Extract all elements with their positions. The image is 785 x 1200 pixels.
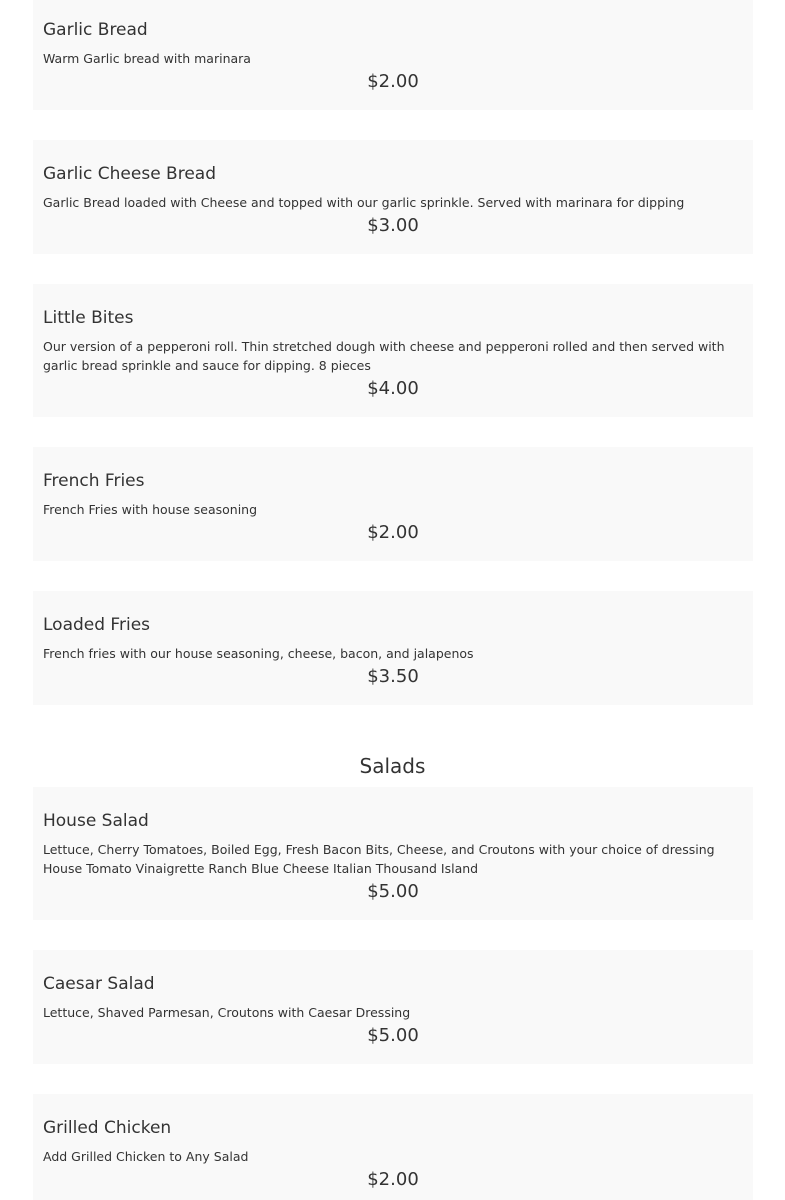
menu-item-card[interactable] (33, 1094, 753, 1200)
menu-item-description: Our version of a pepperoni roll. Thin stretched dough with cheese and pepperoni rolled and then served with garlic bread sprinkle and sauce for dipping. 8 pieces (43, 339, 725, 373)
menu-item-description: Lettuce, Cherry Tomatoes, Boiled Egg, Fresh Bacon Bits, Cheese, and Croutons with your choice of dressing House Tomato Vinaigrette Ranch Blue Cheese Italian Thousand Island (43, 842, 715, 876)
menu-item-price: $4.00 (367, 378, 419, 399)
menu-item-price: $2.00 (367, 522, 419, 543)
menu-item-card[interactable] (33, 140, 753, 254)
menu-item-price: $2.00 (367, 1169, 419, 1190)
menu-item-description: French Fries with house seasoning (43, 502, 258, 517)
menu-item-price: $5.00 (367, 881, 419, 902)
menu-item-price: $2.00 (367, 71, 419, 92)
section-heading-salads: Salads (359, 754, 426, 778)
menu-item-price: $3.00 (367, 215, 419, 236)
menu-item-name: Caesar Salad (43, 974, 155, 994)
menu-item-name: Garlic Bread (43, 20, 148, 40)
menu-item-description: Lettuce, Shaved Parmesan, Croutons with Caesar Dressing (43, 1005, 411, 1020)
menu-item-name: Little Bites (43, 308, 134, 328)
menu-item-name: Loaded Fries (43, 615, 151, 635)
menu-item-price: $3.50 (367, 666, 419, 687)
menu-item-name: French Fries (43, 471, 145, 491)
menu-item-description: Warm Garlic bread with marinara (43, 51, 251, 66)
menu-item-card[interactable] (33, 591, 753, 705)
menu-item-description: French fries with our house seasoning, cheese, bacon, and jalapenos (43, 646, 474, 661)
menu-item-name: Grilled Chicken (43, 1118, 172, 1138)
menu-item-name: House Salad (43, 811, 149, 831)
menu-item-card[interactable] (33, 0, 753, 110)
menu-item-card[interactable] (33, 447, 753, 561)
menu-item-price: $5.00 (367, 1025, 419, 1046)
menu-item-description: Garlic Bread loaded with Cheese and topped with our garlic sprinkle. Served with marinara for dipping (43, 195, 685, 210)
menu-item-description: Add Grilled Chicken to Any Salad (43, 1149, 249, 1164)
menu-item-card[interactable] (33, 284, 753, 417)
menu-item-card[interactable] (33, 787, 753, 920)
menu-item-card[interactable] (33, 950, 753, 1064)
menu-item-name: Garlic Cheese Bread (43, 164, 217, 184)
